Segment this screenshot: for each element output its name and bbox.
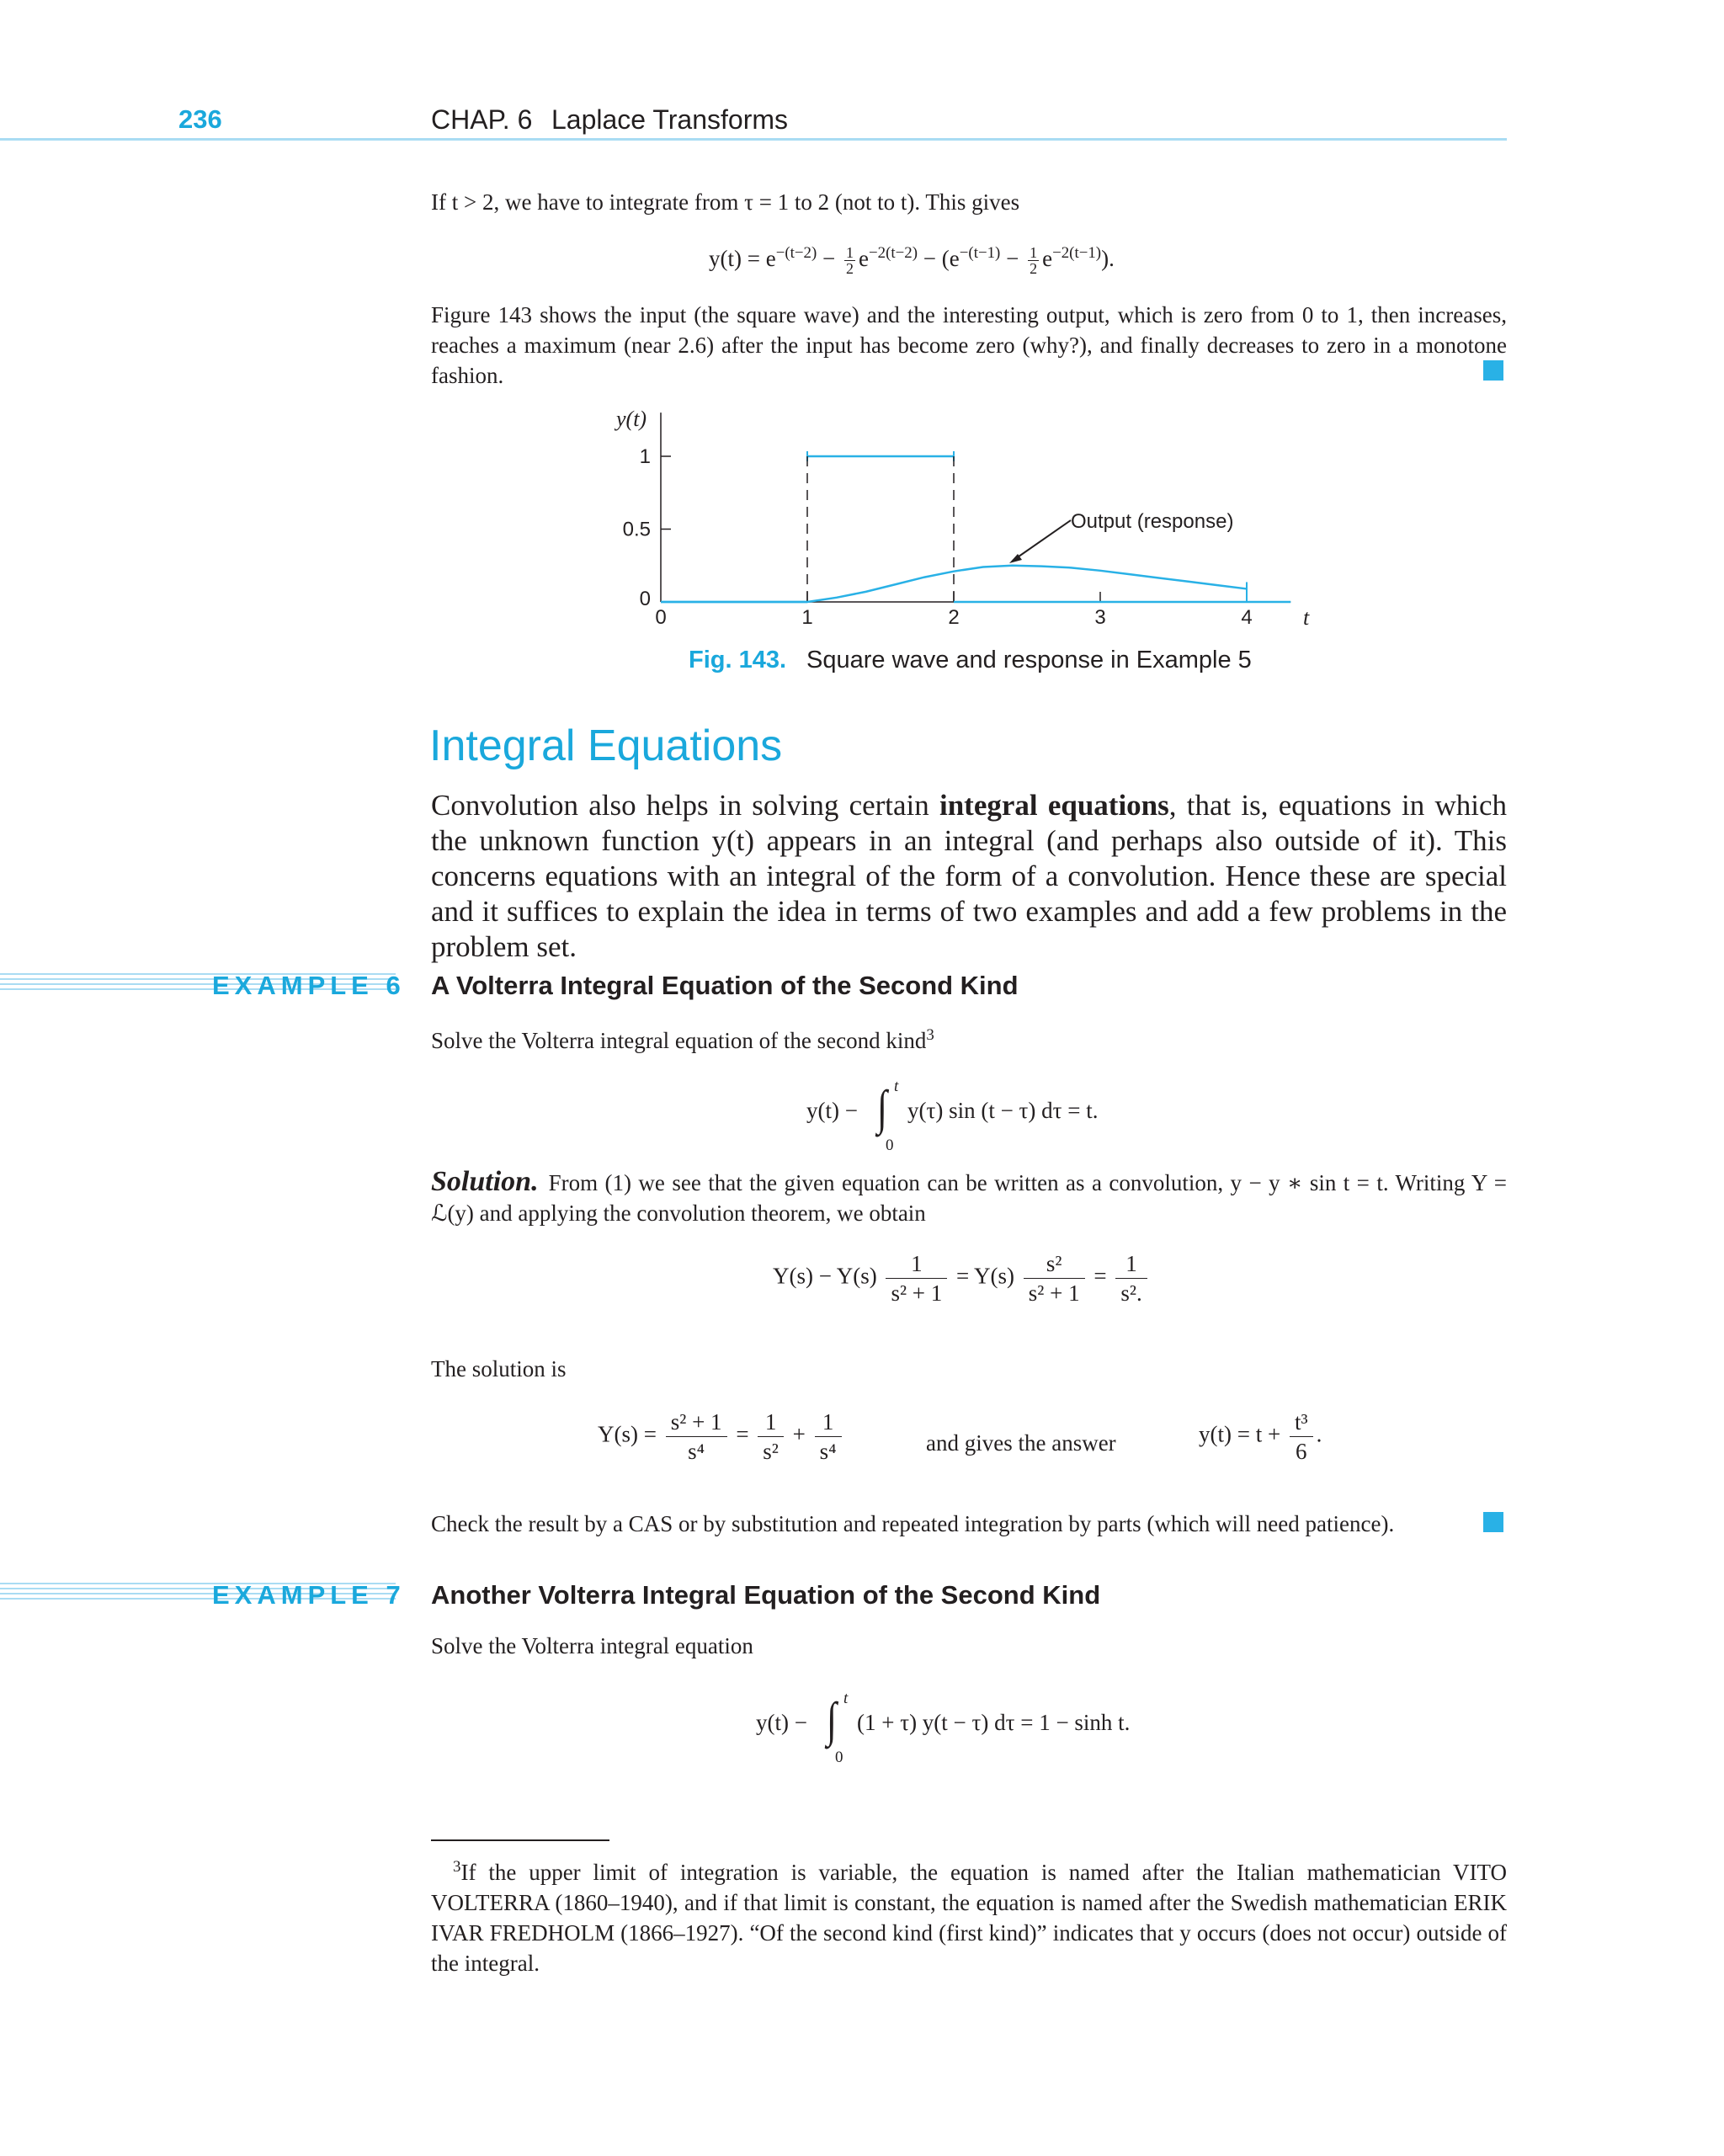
page-number: 236: [178, 104, 222, 134]
example-6-title: A Volterra Integral Equation of the Second Kind: [431, 971, 1019, 1000]
annotation-arrow: [1013, 520, 1071, 561]
figure-143-chart: [589, 406, 1549, 641]
y-axis-label: y(t): [616, 407, 647, 431]
y-tick-label: 0.5: [622, 518, 651, 541]
footnote-reference: 3: [926, 1026, 934, 1044]
intro-line: If t > 2, we have to integrate from τ = 1 to 2 (not to t). This gives: [431, 189, 1020, 215]
example-7-label: EXAMPLE 7: [212, 1580, 406, 1610]
example-6-label: EXAMPLE 6: [212, 971, 406, 1000]
answer-equation: y(t) = t + $\frac{\text{t³}}{6}$ .: [1199, 1409, 1322, 1464]
figure-caption: Fig. 143. Square wave and response in Example 5: [689, 647, 1252, 673]
footnote-rule: [431, 1839, 609, 1841]
y-tick-label: 1: [639, 445, 651, 468]
intro-equation: $y(t) = e^{-(t-2)}$ − $\frac{1}{2}$ $e^{-2(t-2)} - (e^{-(t-1)}$ − $\frac{1}{2}$ $e^{-2(t-1)}$).: [709, 244, 1115, 278]
footnote: $^3$If the upper limit of integration is variable, the equation is named after the Italian mathematician VITO VOLTERRA (1860–1940), and if that limit is constant, the equation is named after the Swedish mathematician ERIK IVAR FREDHOLM (1866–1927). “Of the second kind (first kind)” indicates that y occurs (does not occur) outside of the integral.: [431, 1858, 1507, 1976]
solution-equation: Y(s) = $\frac{\text{s² + 1}}{\text{s⁴}}$ = $\frac{1}{\text{s²}}$ + $\frac{1}{\text{s⁴}}$: [598, 1409, 845, 1464]
example-6-intro: Solve the Volterra integral equation of the second kind$^3$: [431, 1026, 934, 1053]
solution-paragraph: Solution. From (1) we see that the given equation can be written as a convolution, y − y ∗ sin t = t. Writing Y = ℒ(y) and applying the convolution theorem, we obtain: [431, 1166, 1507, 1226]
x-axis-label: t: [1303, 605, 1310, 630]
x-tick-label: 4: [1241, 606, 1253, 629]
y-tick-label: 0: [639, 588, 651, 610]
x-tick-label: 0: [655, 606, 667, 629]
answer-text: and gives the answer: [926, 1430, 1116, 1456]
section-title: Integral Equations: [429, 721, 783, 770]
laplace-equation: Y(s) − Y(s) $\frac{1}{\text{s² + 1}}$ = Y(s) $\frac{\text{s²}}{\text{s² + 1}}$ = $\frac{1}{\text{s².}}$: [773, 1251, 1151, 1306]
x-tick-label: 2: [948, 606, 960, 629]
end-of-example-marker: [1483, 1512, 1503, 1532]
chapter-label: CHAP. 6: [431, 104, 533, 135]
example-7-intro: Solve the Volterra integral equation: [431, 1633, 753, 1658]
intro-paragraph: Figure 143 shows the input (the square wave) and the interesting output, which is zero from 0 to 1, then increases, reaches a maximum (near 2.6) after the input has become zero (why?), and finally decreases to zero in a monotone fashion.: [431, 302, 1507, 388]
x-tick-label: 3: [1094, 606, 1106, 629]
example-7-title: Another Volterra Integral Equation of the Second Kind: [431, 1580, 1101, 1610]
solution-is: The solution is: [431, 1356, 567, 1381]
x-tick-label: 1: [801, 606, 813, 629]
chapter-title: Laplace Transforms: [551, 104, 789, 135]
check-paragraph: Check the result by a CAS or by substitution and repeated integration by parts (which will need patience).: [431, 1511, 1395, 1536]
header-rule: [0, 138, 1507, 141]
section-paragraph: Convolution also helps in solving certain integral equations, that is, equations in which the unknown function y(t) appears in an integral (and perhaps also outside of it). This concerns equations with an integral of the form of a convolution. Hence these are special and it suffices to explain the idea in terms of two examples and add a few problems in the problem set.: [431, 789, 1507, 963]
annotation-output: Output (response): [1071, 510, 1234, 533]
end-of-example-marker: [1483, 360, 1503, 381]
